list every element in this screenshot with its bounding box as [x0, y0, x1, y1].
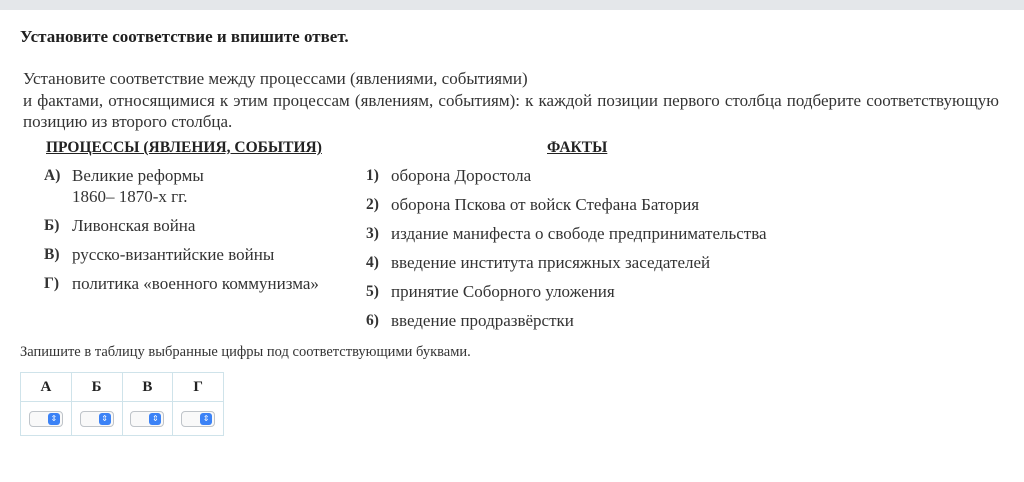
fact-key: 6) — [366, 312, 379, 329]
fact-item — [366, 310, 966, 331]
updown-arrows-icon: ⇕ — [149, 413, 161, 425]
answer-header-g: Г — [173, 373, 224, 402]
process-item — [44, 165, 344, 207]
fact-text: введение института присяжных заседателей — [391, 253, 711, 272]
fact-key: 1) — [366, 167, 379, 184]
process-text: Ливонская война — [72, 216, 196, 235]
processes-heading: ПРОЦЕССЫ (ЯВЛЕНИЯ, СОБЫТИЯ) — [46, 139, 322, 156]
processes-list — [44, 165, 344, 302]
updown-arrows-icon: ⇕ — [99, 413, 111, 425]
fact-item — [366, 252, 966, 273]
answer-select-row — [21, 402, 224, 436]
process-text: русско-византийские войны — [72, 245, 275, 264]
answer-table — [20, 372, 224, 436]
answer-select-g[interactable] — [181, 411, 215, 427]
process-text: Великие реформы — [72, 166, 204, 185]
fact-item — [366, 194, 966, 215]
prompt-line-1: Установите соответствие между процессами (явлениями, событиями) — [23, 69, 528, 88]
fact-item — [366, 281, 966, 302]
fact-key: 4) — [366, 254, 379, 271]
facts-list — [366, 165, 966, 339]
facts-heading: ФАКТЫ — [547, 139, 608, 156]
fact-key: 5) — [366, 283, 379, 300]
answer-header-v: В — [122, 373, 173, 402]
process-key: В) — [44, 246, 60, 263]
fact-text: введение продразвёрстки — [391, 311, 574, 330]
process-text: политика «военного коммунизма» — [72, 274, 319, 293]
prompt-line-2: и фактами, относящимися к этим процессам (явлениям, событиям): к каждой позиции первого столбца подберите соответствующую позицию из второго столбца. — [23, 90, 999, 131]
task-prompt — [23, 68, 999, 133]
answer-header-a: А — [21, 373, 72, 402]
process-key: Б) — [44, 217, 60, 234]
answer-header-b: Б — [71, 373, 122, 402]
fact-text: оборона Доростола — [391, 166, 532, 185]
answer-select-a[interactable] — [29, 411, 63, 427]
process-item — [44, 244, 344, 265]
answer-select-v[interactable] — [130, 411, 164, 427]
fact-text: издание манифеста о свободе предпринимательства — [391, 224, 767, 243]
fact-item — [366, 165, 966, 186]
fact-key: 2) — [366, 196, 379, 213]
process-key: Г) — [44, 275, 60, 292]
process-text-continued: 1860– 1870-х гг. — [72, 187, 188, 206]
top-bar — [0, 0, 1024, 10]
task-title: Установите соответствие и впишите ответ. — [20, 27, 349, 46]
updown-arrows-icon: ⇕ — [200, 413, 212, 425]
updown-arrows-icon: ⇕ — [48, 413, 60, 425]
process-key: А) — [44, 167, 61, 184]
answer-instruction: Запишите в таблицу выбранные цифры под соответствующими буквами. — [20, 344, 471, 360]
answer-header-row — [21, 373, 224, 402]
process-item — [44, 215, 344, 236]
fact-text: принятие Соборного уложения — [391, 282, 615, 301]
fact-item — [366, 223, 966, 244]
answer-select-b[interactable] — [80, 411, 114, 427]
process-item — [44, 273, 344, 294]
fact-text: оборона Пскова от войск Стефана Батория — [391, 195, 700, 214]
fact-key: 3) — [366, 225, 379, 242]
